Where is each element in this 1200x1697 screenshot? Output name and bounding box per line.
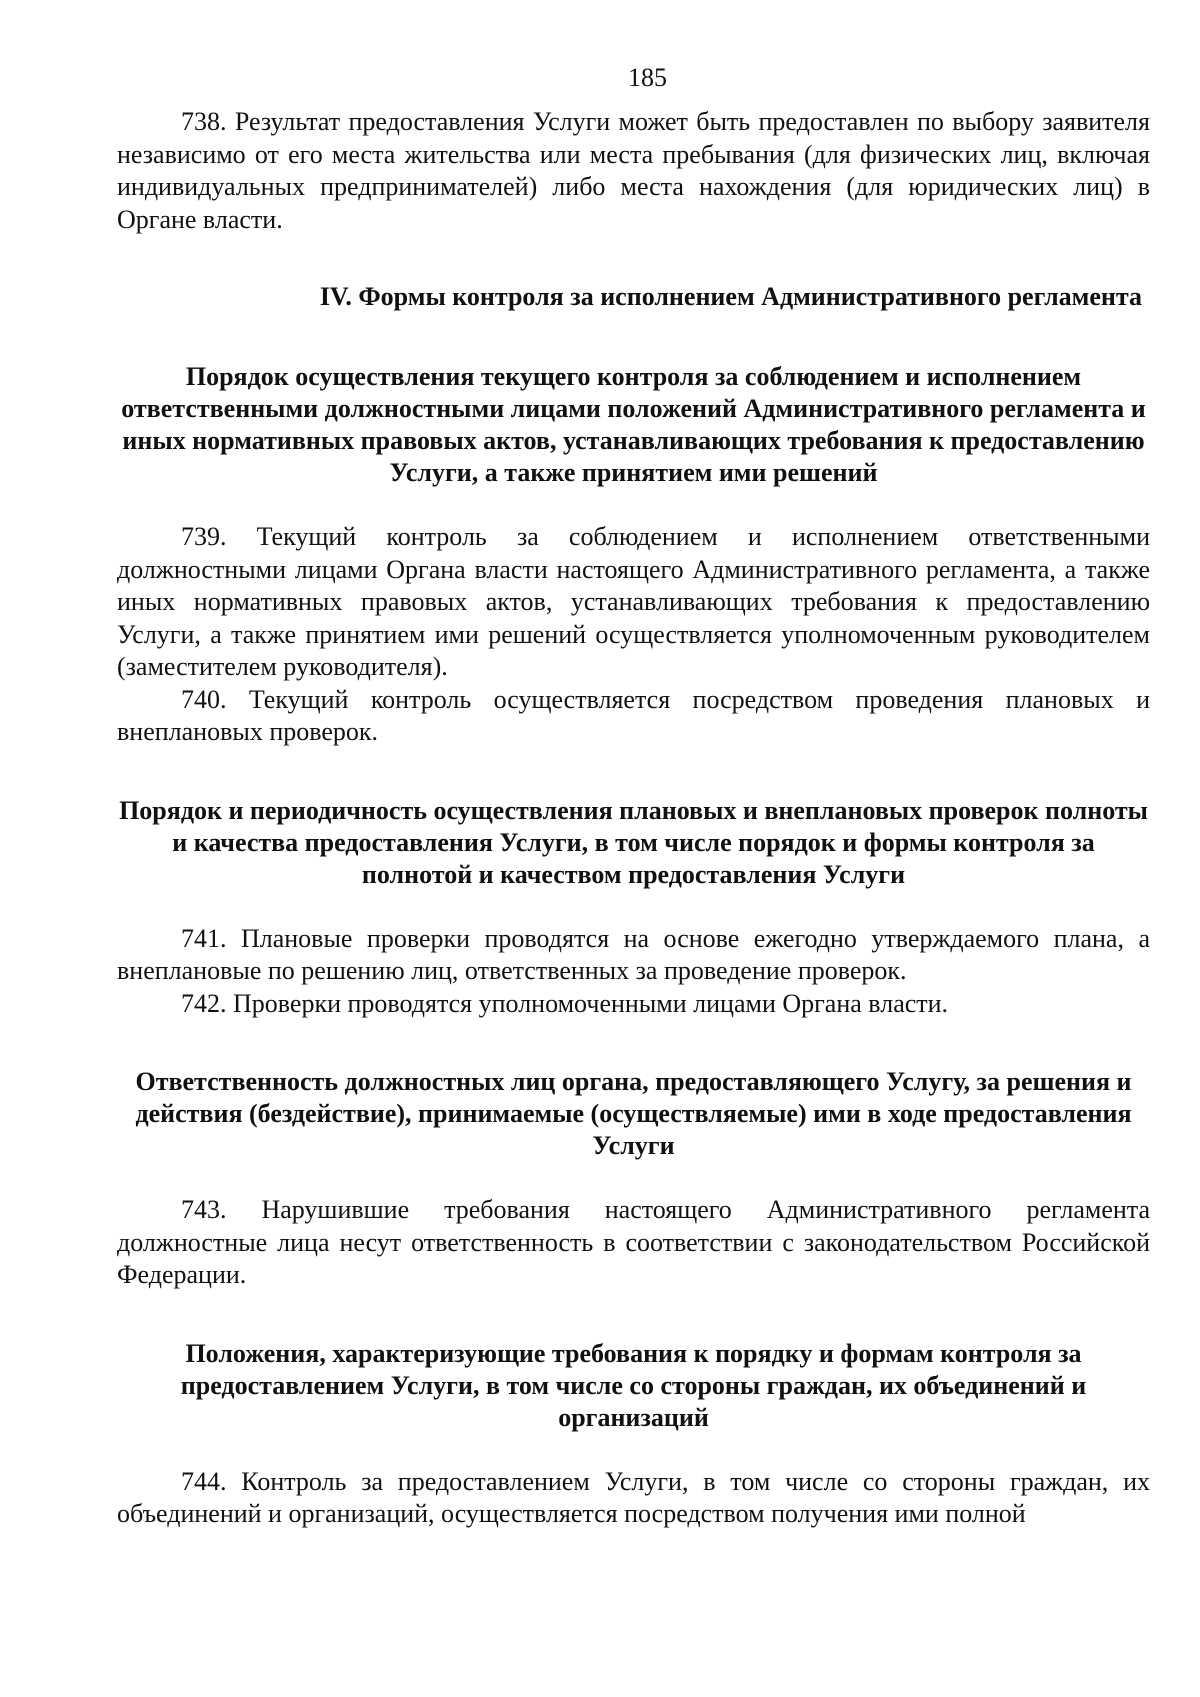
subtitle-control-provisions: Положения, характеризующие требования к порядку и формам контроля за предоставлением Услуги, в том числе со стороны граждан, их объединений и организаций <box>180 1338 1087 1432</box>
paragraph-740: 740. Текущий контроль осуществляется посредством проведения плановых и внеплановых проверок. <box>117 684 1150 746</box>
section-title-iv: IV. Формы контроля за исполнением Административного регламента <box>319 282 1142 311</box>
subtitle-inspections: Порядок и периодичность осуществления плановых и внеплановых проверок полноты и качества предоставления Услуги, в том числе порядок и формы контроля за полнотой и качеством предоставления Услуги <box>119 795 1148 889</box>
subtitle-current-control: Порядок осуществления текущего контроля за соблюдением и исполнением ответственными должностными лицами положений Административного регламента и иных нормативных правовых актов, устанавливающих требования к предоставлению Услуги, а также принятием ими решений <box>121 362 1146 487</box>
subtitle-responsibility: Ответственность должностных лиц органа, предоставляющего Услугу, за решения и действия (бездействие), принимаемые (осуществляемые) ими в ходе предоставления Услуги <box>135 1067 1132 1160</box>
document-page <box>117 62 1150 1531</box>
paragraph-738: 738. Результат предоставления Услуги может быть предоставлен по выбору заявителя независимо от его места жительства или места пребывания (для физических лиц, включая индивидуальных предпринимателей) либо места нахождения (для юридических лиц) в Органе власти. <box>117 107 1150 234</box>
paragraph-739: 739. Текущий контроль за соблюдением и исполнением ответственными должностными лицами Органа власти настоящего Административного регламента, а также иных нормативных правовых актов, устанавливающих требования к предоставлению Услуги, а также принятием ими решений осуществляется уполномоченным руководителем (заместителем руководителя). <box>117 522 1150 681</box>
paragraph-744: 744. Контроль за предоставлением Услуги, в том числе со стороны граждан, их объединений и организаций, осуществляется посредством получения ими полной <box>117 1466 1150 1528</box>
page-number: 185 <box>628 63 667 92</box>
paragraph-743: 743. Нарушившие требования настоящего Административного регламента должностные лица несут ответственность в соответствии с законодательством Российской Федерации. <box>117 1195 1150 1289</box>
paragraph-741: 741. Плановые проверки проводятся на основе ежегодно утверждаемого плана, а внеплановые по решению лиц, ответственных за проведение проверок. <box>117 923 1150 985</box>
paragraph-742: 742. Проверки проводятся уполномоченными лицами Органа власти. <box>181 988 949 1018</box>
